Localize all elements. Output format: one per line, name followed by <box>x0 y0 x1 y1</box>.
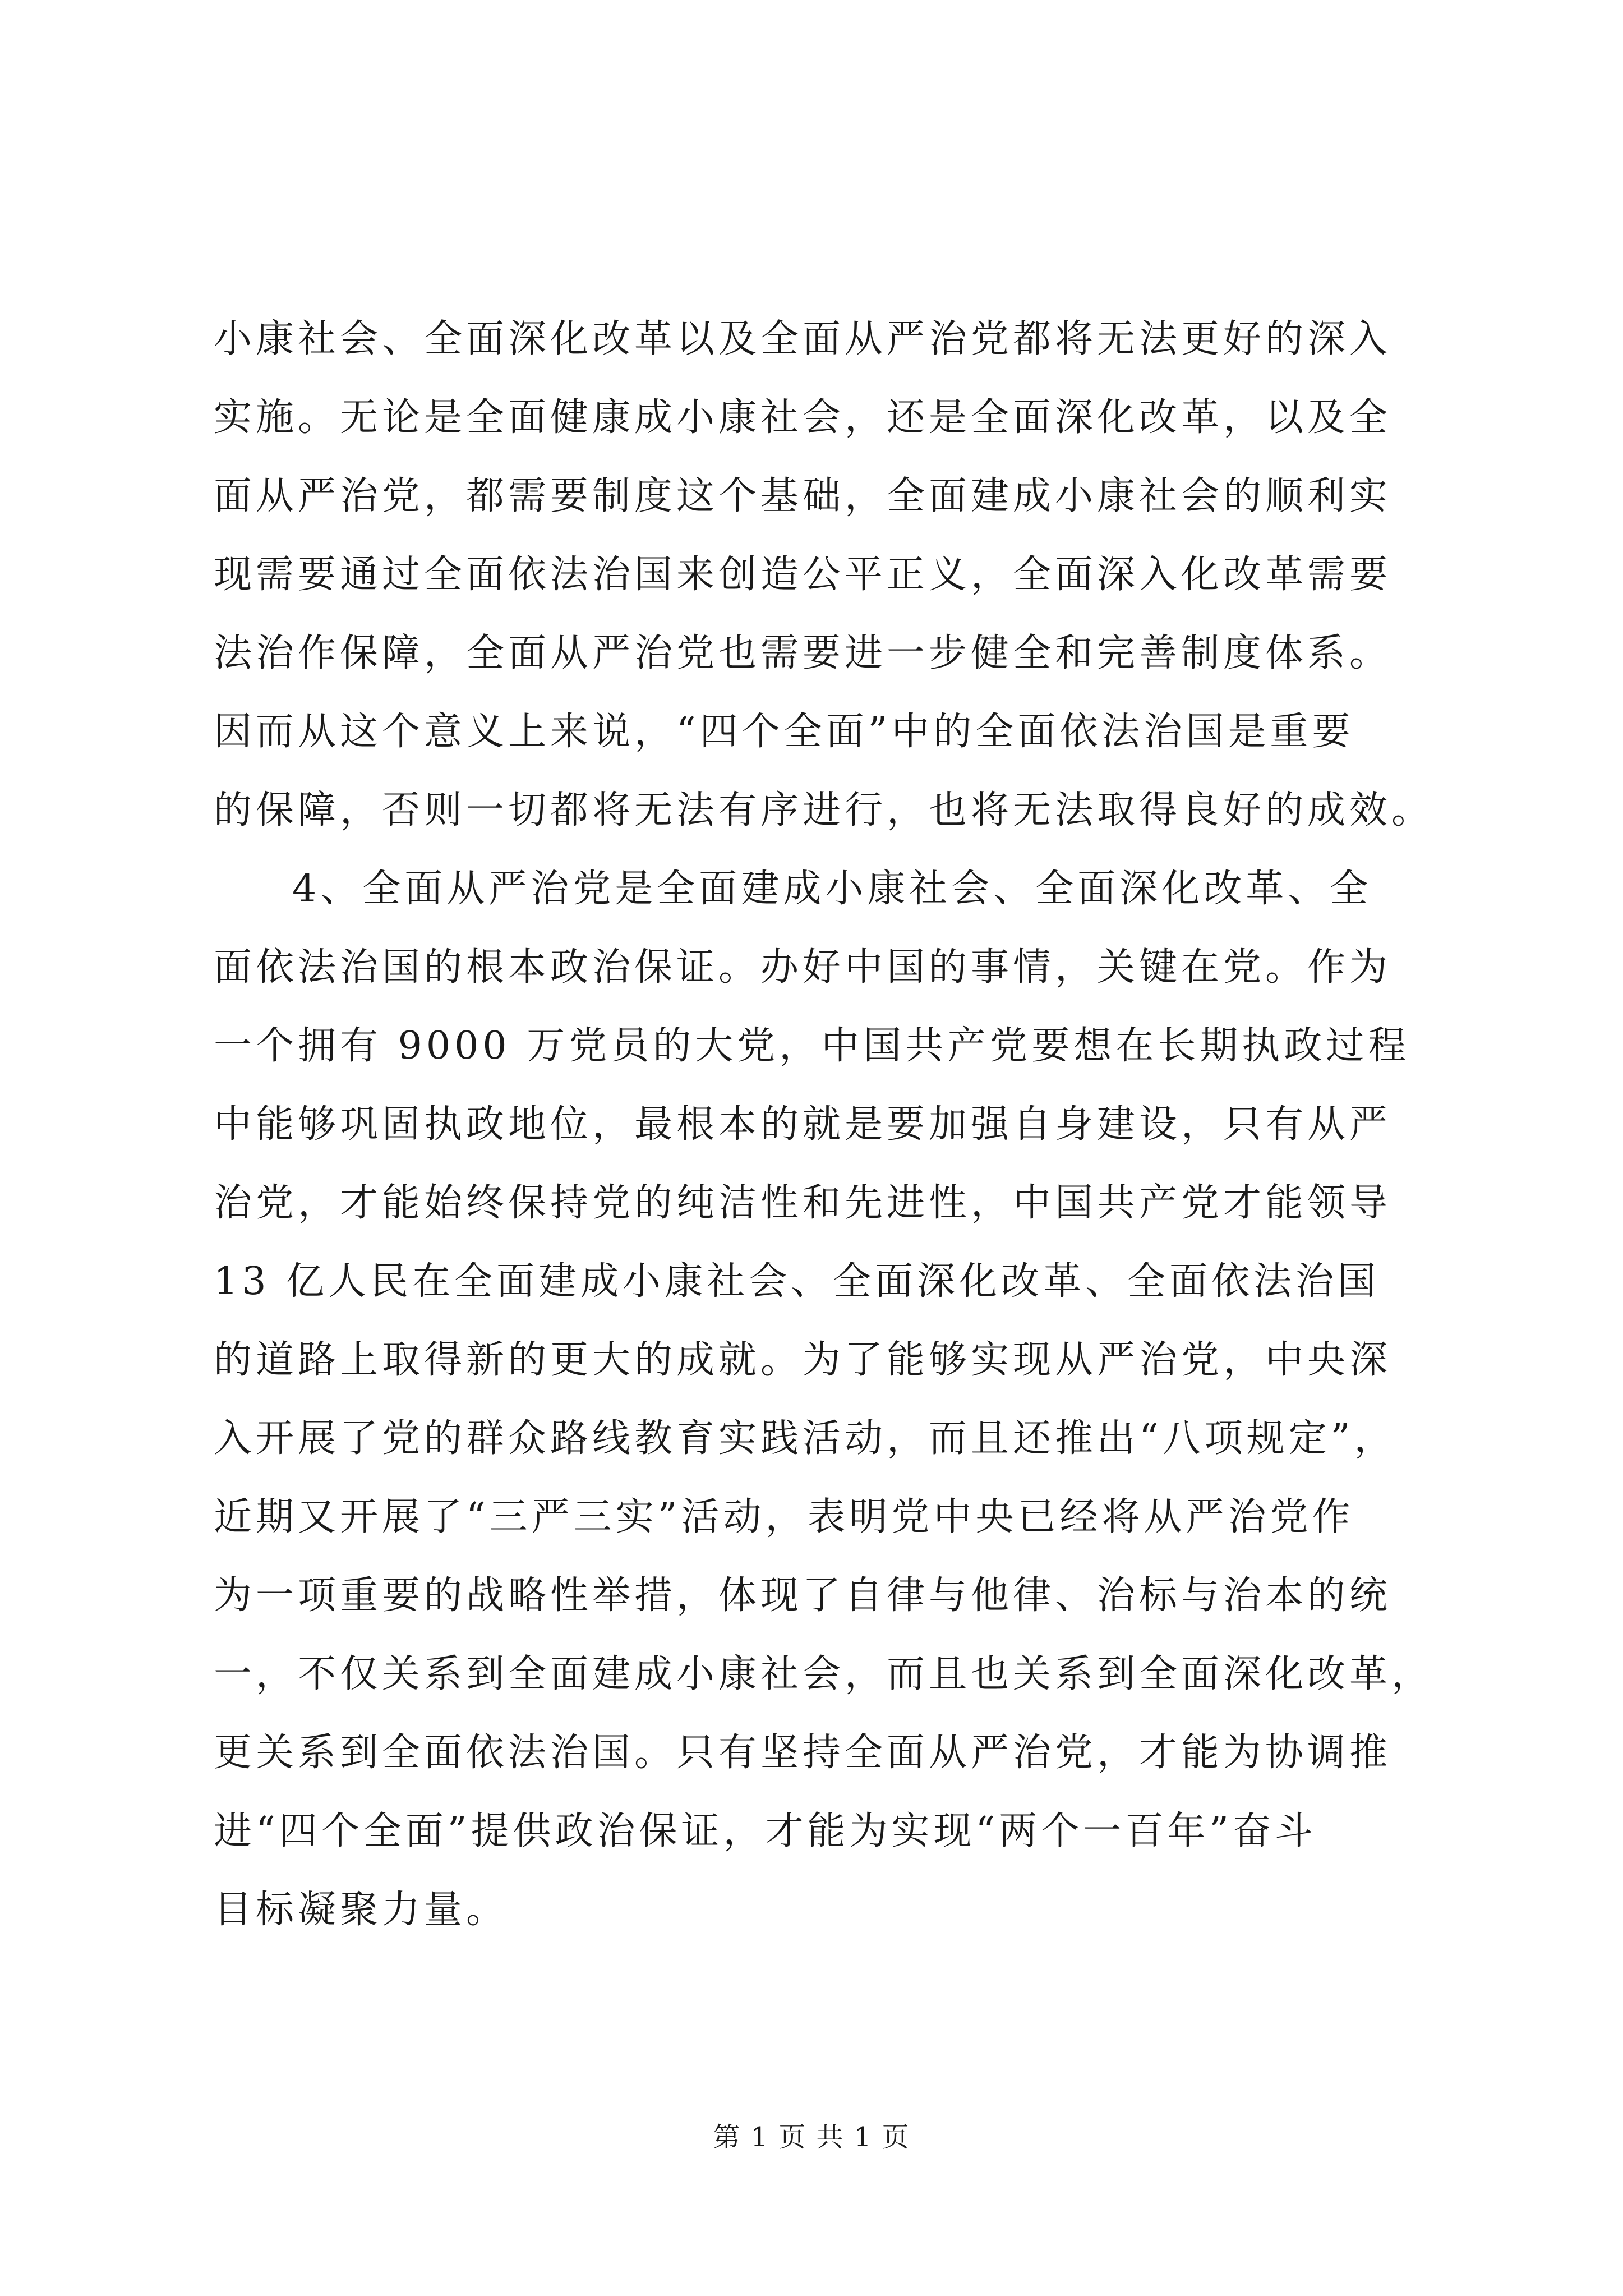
text-line: 为一项重要的战略性举措，体现了自律与他律、治标与治本的统 <box>214 1573 1392 1618</box>
text-line: 一个拥有 9000 万党员的大党，中国共产党要想在长期执政过程 <box>214 1024 1410 1068</box>
text-line: 13 亿人民在全面建成小康社会、全面深化改革、全面依法治国 <box>214 1259 1380 1304</box>
paragraph-start-line: 4、全面从严治党是全面建成小康社会、全面深化改革、全 <box>292 867 1372 911</box>
text-line: 入开展了党的群众路线教育实践活动，而且还推出“八项规定”， <box>214 1416 1396 1461</box>
text-line: 中能够巩固执政地位，最根本的就是要加强自身建设，只有从严 <box>214 1102 1392 1147</box>
text-line: 的道路上取得新的更大的成就。为了能够实现从严治党，中央深 <box>214 1338 1392 1382</box>
text-line: 实施。无论是全面健康成小康社会，还是全面深化改革，以及全 <box>214 395 1392 440</box>
text-line: 面依法治国的根本政治保证。办好中国的事情，关键在党。作为 <box>214 945 1392 990</box>
text-line: 一，不仅关系到全面建成小康社会，而且也关系到全面深化改革， <box>214 1652 1434 1696</box>
text-line: 治党，才能始终保持党的纯洁性和先进性，中国共产党才能领导 <box>214 1181 1392 1225</box>
text-line: 法治作保障，全面从严治党也需要进一步健全和完善制度体系。 <box>214 631 1392 675</box>
text-line: 现需要通过全面依法治国来创造公平正义，全面深入化改革需要 <box>214 553 1392 597</box>
text-line: 的保障，否则一切都将无法有序进行，也将无法取得良好的成效。 <box>214 788 1434 832</box>
text-line: 更关系到全面依法治国。只有坚持全面从严治党，才能为协调推 <box>214 1731 1392 1775</box>
text-line: 面从严治党，都需要制度这个基础，全面建成小康社会的顺利实 <box>214 474 1392 518</box>
text-line: 小康社会、全面深化改革以及全面从严治党都将无法更好的深入 <box>214 317 1392 361</box>
text-line: 进“四个全面”提供政治保证，才能为实现“两个一百年”奋斗 <box>214 1809 1317 1853</box>
page-footer: 第 1 页 共 1 页 <box>713 2122 910 2153</box>
text-line: 目标凝聚力量。 <box>214 1888 509 1932</box>
text-line: 因而从这个意义上来说，“四个全面”中的全面依法治国是重要 <box>214 710 1354 754</box>
text-line: 近期又开展了“三严三实”活动，表明党中央已经将从严治党作 <box>214 1495 1354 1539</box>
